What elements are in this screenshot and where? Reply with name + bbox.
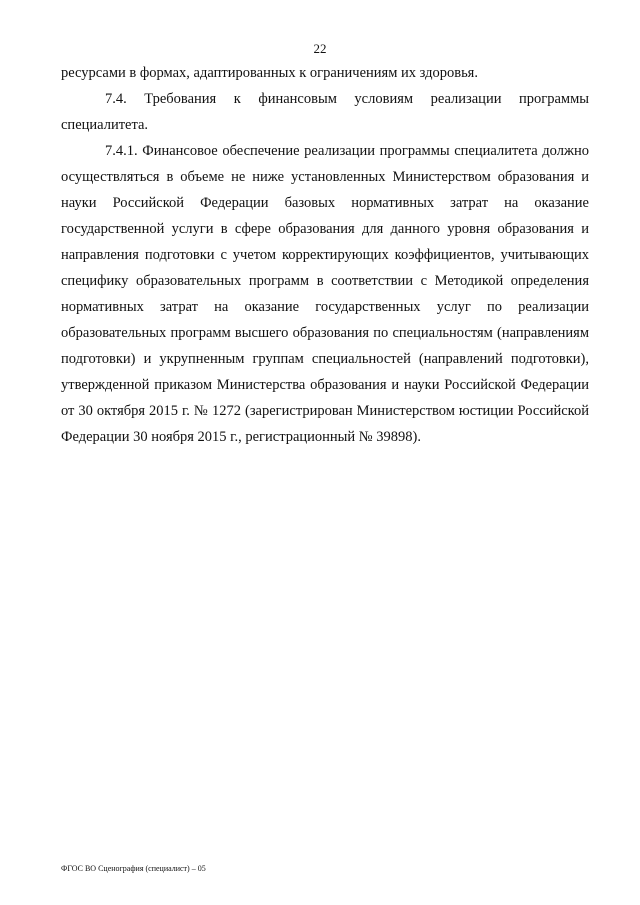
paragraph-7-4-1: 7.4.1. Финансовое обеспечение реализации программы специалитета должно осуществляться в объеме не ниже установленных Министерством образования и науки Российской Федерации базовых нормативных затрат на оказание государственной услуги в сфере образования для данного уровня образования и направления подготовки с учетом корректирующих коэффициентов, учитывающих специфику образовательных программ в соответствии с Методикой определения нормативных затрат на оказание государственных услуг по реализации образовательных программ высшего образования по специальностям (направлениям подготовки) и укрупненным группам специальностей (направлений подготовки), утвержденной приказом Министерства образования и науки Российской Федерации от 30 октября 2015 г. № 1272 (зарегистрирован Министерством юстиции Российской Федерации 30 ноября 2015 г., регистрационный № 39898). xyxy=(61,143,589,445)
document-body xyxy=(61,60,589,450)
page-number: 22 xyxy=(313,41,327,56)
paragraph-continuation: ресурсами в формах, адаптированных к ограничениям их здоровья. xyxy=(61,65,478,81)
footer-note: ФГОС ВО Сценография (специалист) – 05 xyxy=(61,864,206,873)
section-heading-7-4: 7.4. Требования к финансовым условиям реализации программы специалитета. xyxy=(61,91,589,133)
